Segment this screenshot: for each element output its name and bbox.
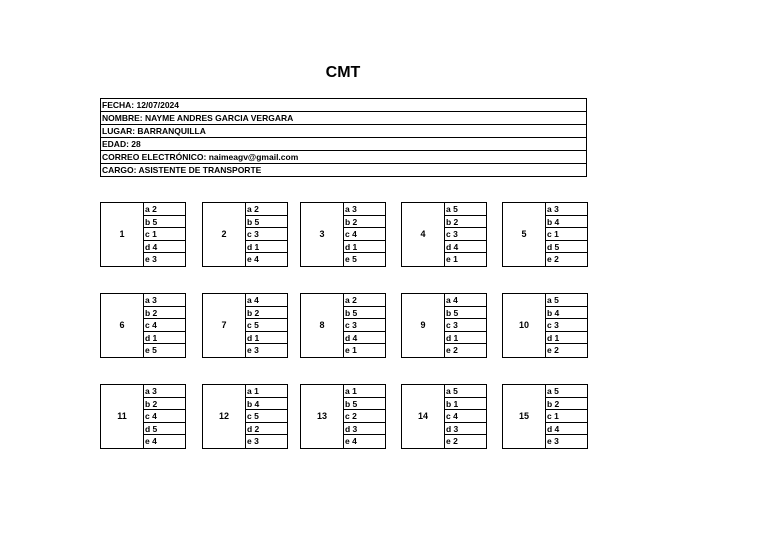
info-table	[100, 98, 587, 177]
answer-cell: d 2	[246, 423, 288, 436]
answer-cell: d 1	[546, 332, 588, 345]
question-block	[100, 293, 186, 358]
answer-cell: b 4	[546, 216, 588, 229]
question-number: 9	[420, 320, 426, 330]
answer-list	[143, 385, 186, 448]
question-block	[202, 293, 288, 358]
question-block	[100, 202, 186, 267]
question-block	[300, 293, 386, 358]
answer-cell: d 3	[344, 423, 386, 436]
question-block	[202, 202, 288, 267]
answer-cell: a 5	[546, 294, 588, 307]
answer-cell: a 5	[445, 203, 487, 216]
answer-cell: b 5	[344, 398, 386, 411]
answer-cell: d 5	[144, 423, 186, 436]
answer-cell: e 1	[446, 254, 458, 265]
answer-cell: c 3	[546, 319, 588, 332]
question-block	[401, 384, 487, 449]
question-number: 4	[420, 229, 426, 239]
answer-cell: a 2	[344, 294, 386, 307]
answer-list	[143, 203, 186, 266]
answer-cell: c 4	[144, 319, 186, 332]
answer-cell: e 2	[547, 345, 559, 356]
answer-list	[343, 385, 386, 448]
answer-cell: a 3	[144, 294, 186, 307]
answer-list	[545, 294, 588, 357]
answer-cell: a 5	[445, 385, 487, 398]
question-number: 2	[221, 229, 227, 239]
answer-cell: b 2	[246, 307, 288, 320]
answer-cell: c 3	[246, 228, 288, 241]
answer-cell: c 1	[546, 228, 588, 241]
answer-cell: c 1	[144, 228, 186, 241]
question-block	[502, 202, 588, 267]
question-block	[202, 384, 288, 449]
answer-cell: a 5	[546, 385, 588, 398]
answer-cell: e 3	[145, 254, 157, 265]
answer-cell: d 1	[144, 332, 186, 345]
question-number: 1	[119, 229, 125, 239]
info-row-name	[101, 112, 587, 125]
answer-list	[245, 385, 288, 448]
question-number: 5	[521, 229, 527, 239]
answer-cell: b 4	[546, 307, 588, 320]
info-cell: FECHA: 12/07/2024	[101, 99, 587, 112]
answer-cell: b 5	[344, 307, 386, 320]
answer-cell: b 2	[144, 398, 186, 411]
answer-cell: c 4	[344, 228, 386, 241]
answer-cell: b 4	[246, 398, 288, 411]
answer-cell: c 3	[344, 319, 386, 332]
answer-cell: d 1	[344, 241, 386, 254]
answer-cell: d 4	[144, 241, 186, 254]
info-row-age	[101, 138, 587, 151]
answer-list	[343, 294, 386, 357]
answer-list	[245, 203, 288, 266]
question-number: 7	[221, 320, 227, 330]
answer-cell: a 1	[344, 385, 386, 398]
answer-cell: b 2	[344, 216, 386, 229]
question-block	[401, 293, 487, 358]
answer-list	[245, 294, 288, 357]
info-cell: CORREO ELECTRÓNICO: naimeagv@gmail.com	[101, 151, 587, 164]
answer-cell: a 3	[546, 203, 588, 216]
question-number: 12	[218, 411, 229, 421]
answer-cell: e 2	[547, 254, 559, 265]
info-row-date	[101, 99, 587, 112]
info-row-email	[101, 151, 587, 164]
question-number: 8	[319, 320, 325, 330]
answer-cell: e 1	[345, 345, 357, 356]
answer-cell: a 3	[144, 385, 186, 398]
answer-list	[444, 294, 487, 357]
answer-cell: d 5	[546, 241, 588, 254]
answer-cell: e 4	[247, 254, 259, 265]
info-cell: CARGO: ASISTENTE DE TRANSPORTE	[101, 164, 587, 177]
answer-cell: d 1	[246, 332, 288, 345]
info-row-place	[101, 125, 587, 138]
answer-cell: d 4	[546, 423, 588, 436]
answer-cell: e 5	[345, 254, 357, 265]
answer-cell: b 5	[445, 307, 487, 320]
question-block	[502, 384, 588, 449]
answer-cell: e 3	[547, 436, 559, 447]
answer-cell: c 3	[445, 228, 487, 241]
question-number: 13	[316, 411, 327, 421]
document-title: CMT	[325, 64, 361, 81]
answer-cell: d 3	[445, 423, 487, 436]
question-number: 11	[117, 411, 127, 421]
answer-cell: e 2	[446, 345, 458, 356]
answer-cell: a 1	[246, 385, 288, 398]
answer-cell: d 4	[445, 241, 487, 254]
question-block	[300, 202, 386, 267]
info-cell: EDAD: 28	[101, 138, 587, 151]
answer-cell: e 5	[145, 345, 157, 356]
question-block	[300, 384, 386, 449]
answer-cell: b 5	[144, 216, 186, 229]
answer-list	[444, 203, 487, 266]
answer-cell: c 4	[445, 410, 487, 423]
answer-cell: c 1	[546, 410, 588, 423]
answer-cell: b 2	[445, 216, 487, 229]
answer-cell: e 4	[145, 436, 157, 447]
answer-cell: c 5	[246, 410, 288, 423]
question-block	[100, 384, 186, 449]
answer-cell: b 2	[144, 307, 186, 320]
question-number: 15	[518, 411, 529, 421]
answer-cell: c 3	[445, 319, 487, 332]
answer-cell: e 3	[247, 436, 259, 447]
answer-cell: d 4	[344, 332, 386, 345]
question-number: 3	[319, 229, 325, 239]
answer-cell: b 2	[546, 398, 588, 411]
question-number: 10	[518, 320, 529, 330]
answer-cell: e 4	[345, 436, 357, 447]
answer-cell: c 4	[144, 410, 186, 423]
answer-cell: c 2	[344, 410, 386, 423]
answer-cell: e 2	[446, 436, 458, 447]
answer-cell: d 1	[445, 332, 487, 345]
answer-cell: d 1	[246, 241, 288, 254]
info-cell: LUGAR: BARRANQUILLA	[101, 125, 587, 138]
answer-list	[545, 203, 588, 266]
answer-cell: a 4	[246, 294, 288, 307]
answer-cell: a 2	[246, 203, 288, 216]
answer-list	[444, 385, 487, 448]
question-number: 14	[417, 411, 428, 421]
answer-cell: a 2	[144, 203, 186, 216]
answer-list	[545, 385, 588, 448]
answer-cell: e 3	[247, 345, 259, 356]
question-block	[401, 202, 487, 267]
answer-cell: b 5	[246, 216, 288, 229]
answer-cell: a 4	[445, 294, 487, 307]
question-block	[502, 293, 588, 358]
info-cell: NOMBRE: NAYME ANDRES GARCIA VERGARA	[101, 112, 587, 125]
answer-cell: a 3	[344, 203, 386, 216]
info-row-role	[101, 164, 587, 177]
answer-cell: b 1	[445, 398, 487, 411]
question-number: 6	[119, 320, 125, 330]
answer-cell: c 5	[246, 319, 288, 332]
answer-list	[143, 294, 186, 357]
answer-list	[343, 203, 386, 266]
